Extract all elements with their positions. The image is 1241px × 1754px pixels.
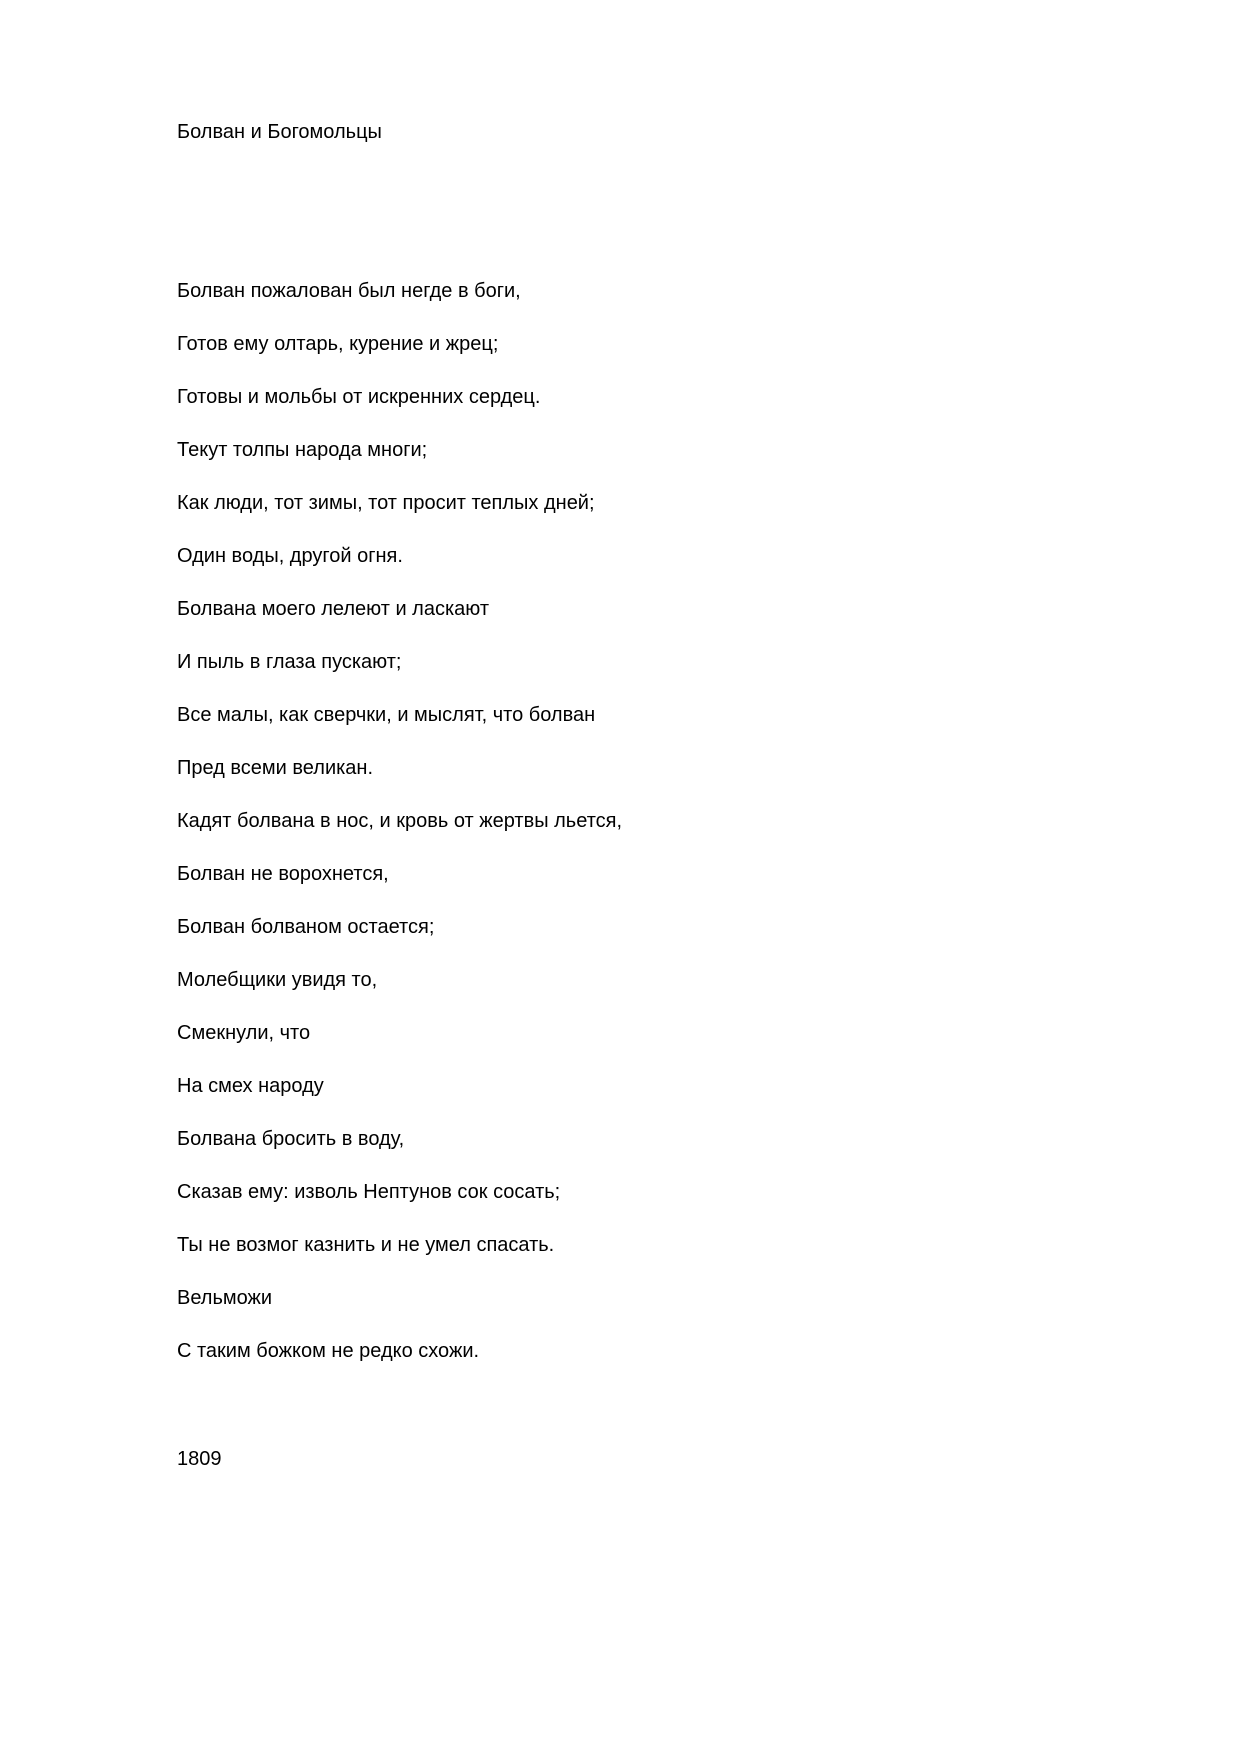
verse-line: Все малы, как сверчки, и мыслят, что болван [177, 704, 596, 726]
verse-line: С таким божком не редко схожи. [177, 1340, 480, 1362]
verse-line: Молебщики увидя то, [177, 969, 378, 991]
verse-line: Текут толпы народа многи; [177, 439, 428, 461]
verse-line: Болвана моего лелеют и ласкают [177, 598, 490, 620]
verse-line: Смекнули, что [177, 1022, 311, 1044]
verse-line: Готовы и мольбы от искренних сердец. [177, 386, 541, 408]
verse-line: Кадят болвана в нос, и кровь от жертвы льется, [177, 810, 623, 832]
verse-line: Болван болваном остается; [177, 916, 435, 938]
verse-line: Сказав ему: изволь Нептунов сок сосать; [177, 1181, 561, 1203]
verse-line: Пред всеми великан. [177, 757, 374, 779]
verse-line: Ты не возмог казнить и не умел спасать. [177, 1234, 555, 1256]
verse-line: Вельможи [177, 1287, 273, 1309]
verse-line: Болван не ворохнется, [177, 863, 389, 885]
verse-line: И пыль в глаза пускают; [177, 651, 402, 673]
poem-year: 1809 [177, 1448, 222, 1470]
verse-line: Один воды, другой огня. [177, 545, 403, 567]
verse-line: На смех народу [177, 1075, 324, 1097]
verse-line: Как люди, тот зимы, тот просит теплых дней; [177, 492, 595, 514]
verse-line: Готов ему олтарь, курение и жрец; [177, 333, 499, 355]
verse-line: Болвана бросить в воду, [177, 1128, 405, 1150]
poem-body [177, 278, 622, 1391]
poem-title: Болван и Богомольцы [177, 121, 382, 143]
verse-line: Болван пожалован был негде в боги, [177, 280, 521, 302]
